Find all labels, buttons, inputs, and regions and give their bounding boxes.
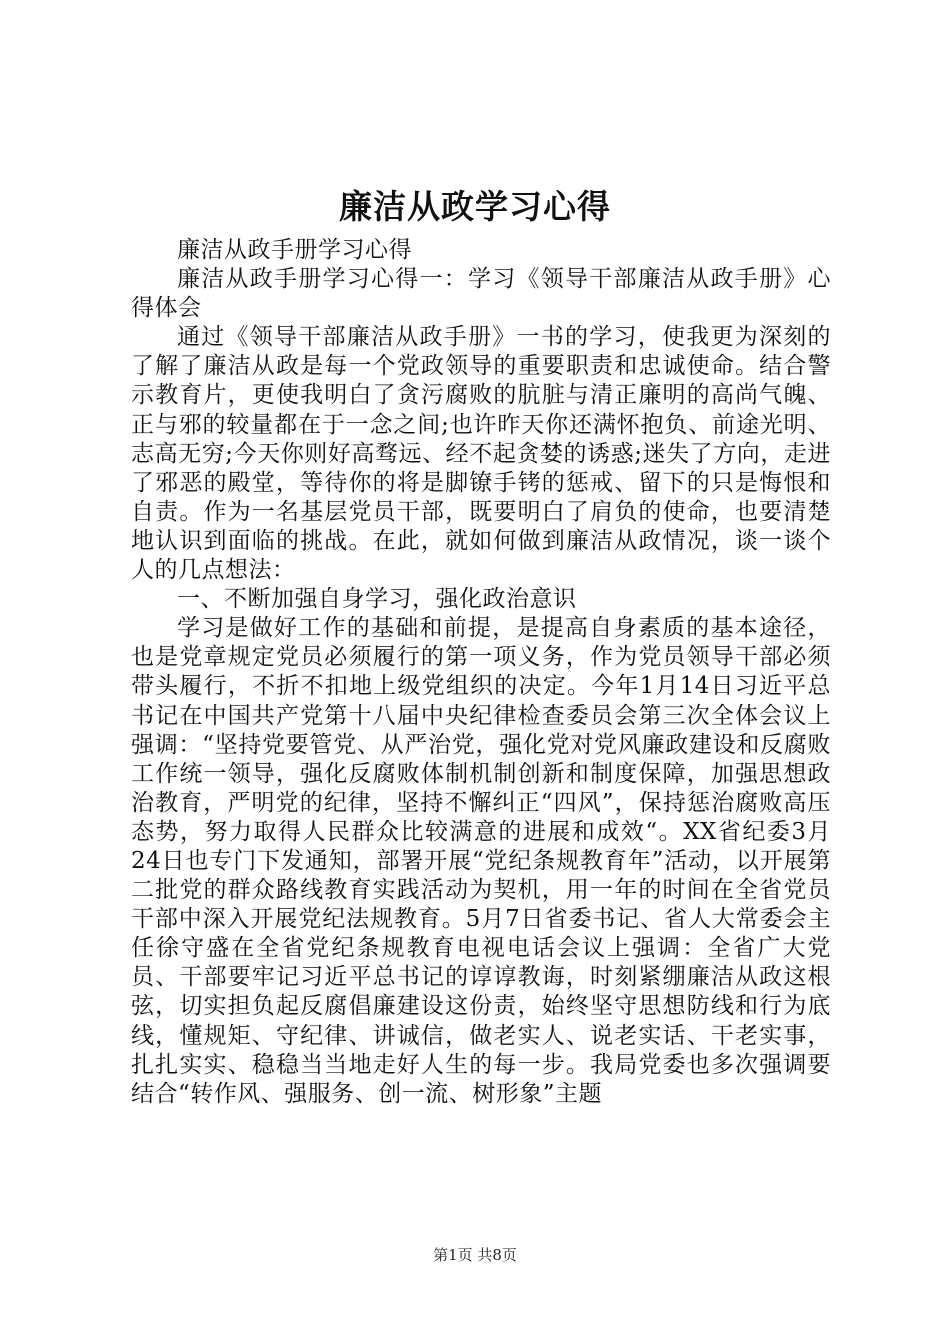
document-body xyxy=(131,236,831,1109)
section-heading: 一、不断加强自身学习，强化政治意识 xyxy=(177,586,577,613)
paragraph: 廉洁从政手册学习心得一：学习《领导干部廉洁从政手册》心得体会 xyxy=(131,266,831,322)
paragraph: 廉洁从政手册学习心得 xyxy=(177,237,412,263)
paragraph: 通过《领导干部廉洁从政手册》一书的学习，使我更为深刻的了解了廉洁从政是每一个党政领导的重要职责和忠诚使命。结合警示教育片，更使我明白了贪污腐败的肮脏与清正廉明的高尚气魄、正与邪的较量都在于一念之间;也许昨天你还满怀抱负、前途光明、志高无穷;今天你则好高骛远、经不起贪婪的诱惑;迷失了方向，走进了邪恶的殿堂，等待你的将是脚镣手铐的惩戒、留下的只是悔恨和自责。作为一名基层党员干部，既要明白了肩负的使命，也要清楚地认识到面临的挑战。在此，就如何做到廉洁从政情况，谈一谈个人的几点想法： xyxy=(131,324,831,584)
page-number: 第1页 共8页 xyxy=(433,1246,517,1264)
paragraph: 学习是做好工作的基础和前提，是提高自身素质的基本途径，也是党章规定党员必须履行的第一项义务，作为党员领导干部必须带头履行，不折不扣地上级党组织的决定。今年1月14日习近平总书记在中国共产党第十八届中央纪律检查委员会第三次全体会议上强调：“坚持党要管党、从严治党，强化党对党风廉政建设和反腐败工作统一领导，强化反腐败体制机制创新和制度保障，加强思想政治教育，严明党的纪律，坚持不懈纠正“四风”，保持惩治腐败高压态势，努力取得人民群众比较满意的进展和成效“。XX省纪委3月24日也专门下发通知，部署开展“党纪条规教育年”活动，以开展第二批党的群众路线教育实践活动为契机，用一年的时间在全省党员干部中深入开展党纪法规教育。5月7日省委书记、省人大常委会主任徐守盛在全省党纪条规教育电视电话会议上强调：全省广大党员、干部要牢记习近平总书记的谆谆教诲，时刻紧绷廉洁从政这根弦，切实担负起反腐倡廉建设这份责，始终坚守思想防线和行为底线，懂规矩、守纪律、讲诚信，做老实人、说老实话、干老实事，扎扎实实、稳稳当当地走好人生的每一步。我局党委也多次强调要结合“转作风、强服务、创一流、树形象”主题 xyxy=(131,615,831,1107)
document-title: 廉洁从政学习心得 xyxy=(339,187,611,226)
